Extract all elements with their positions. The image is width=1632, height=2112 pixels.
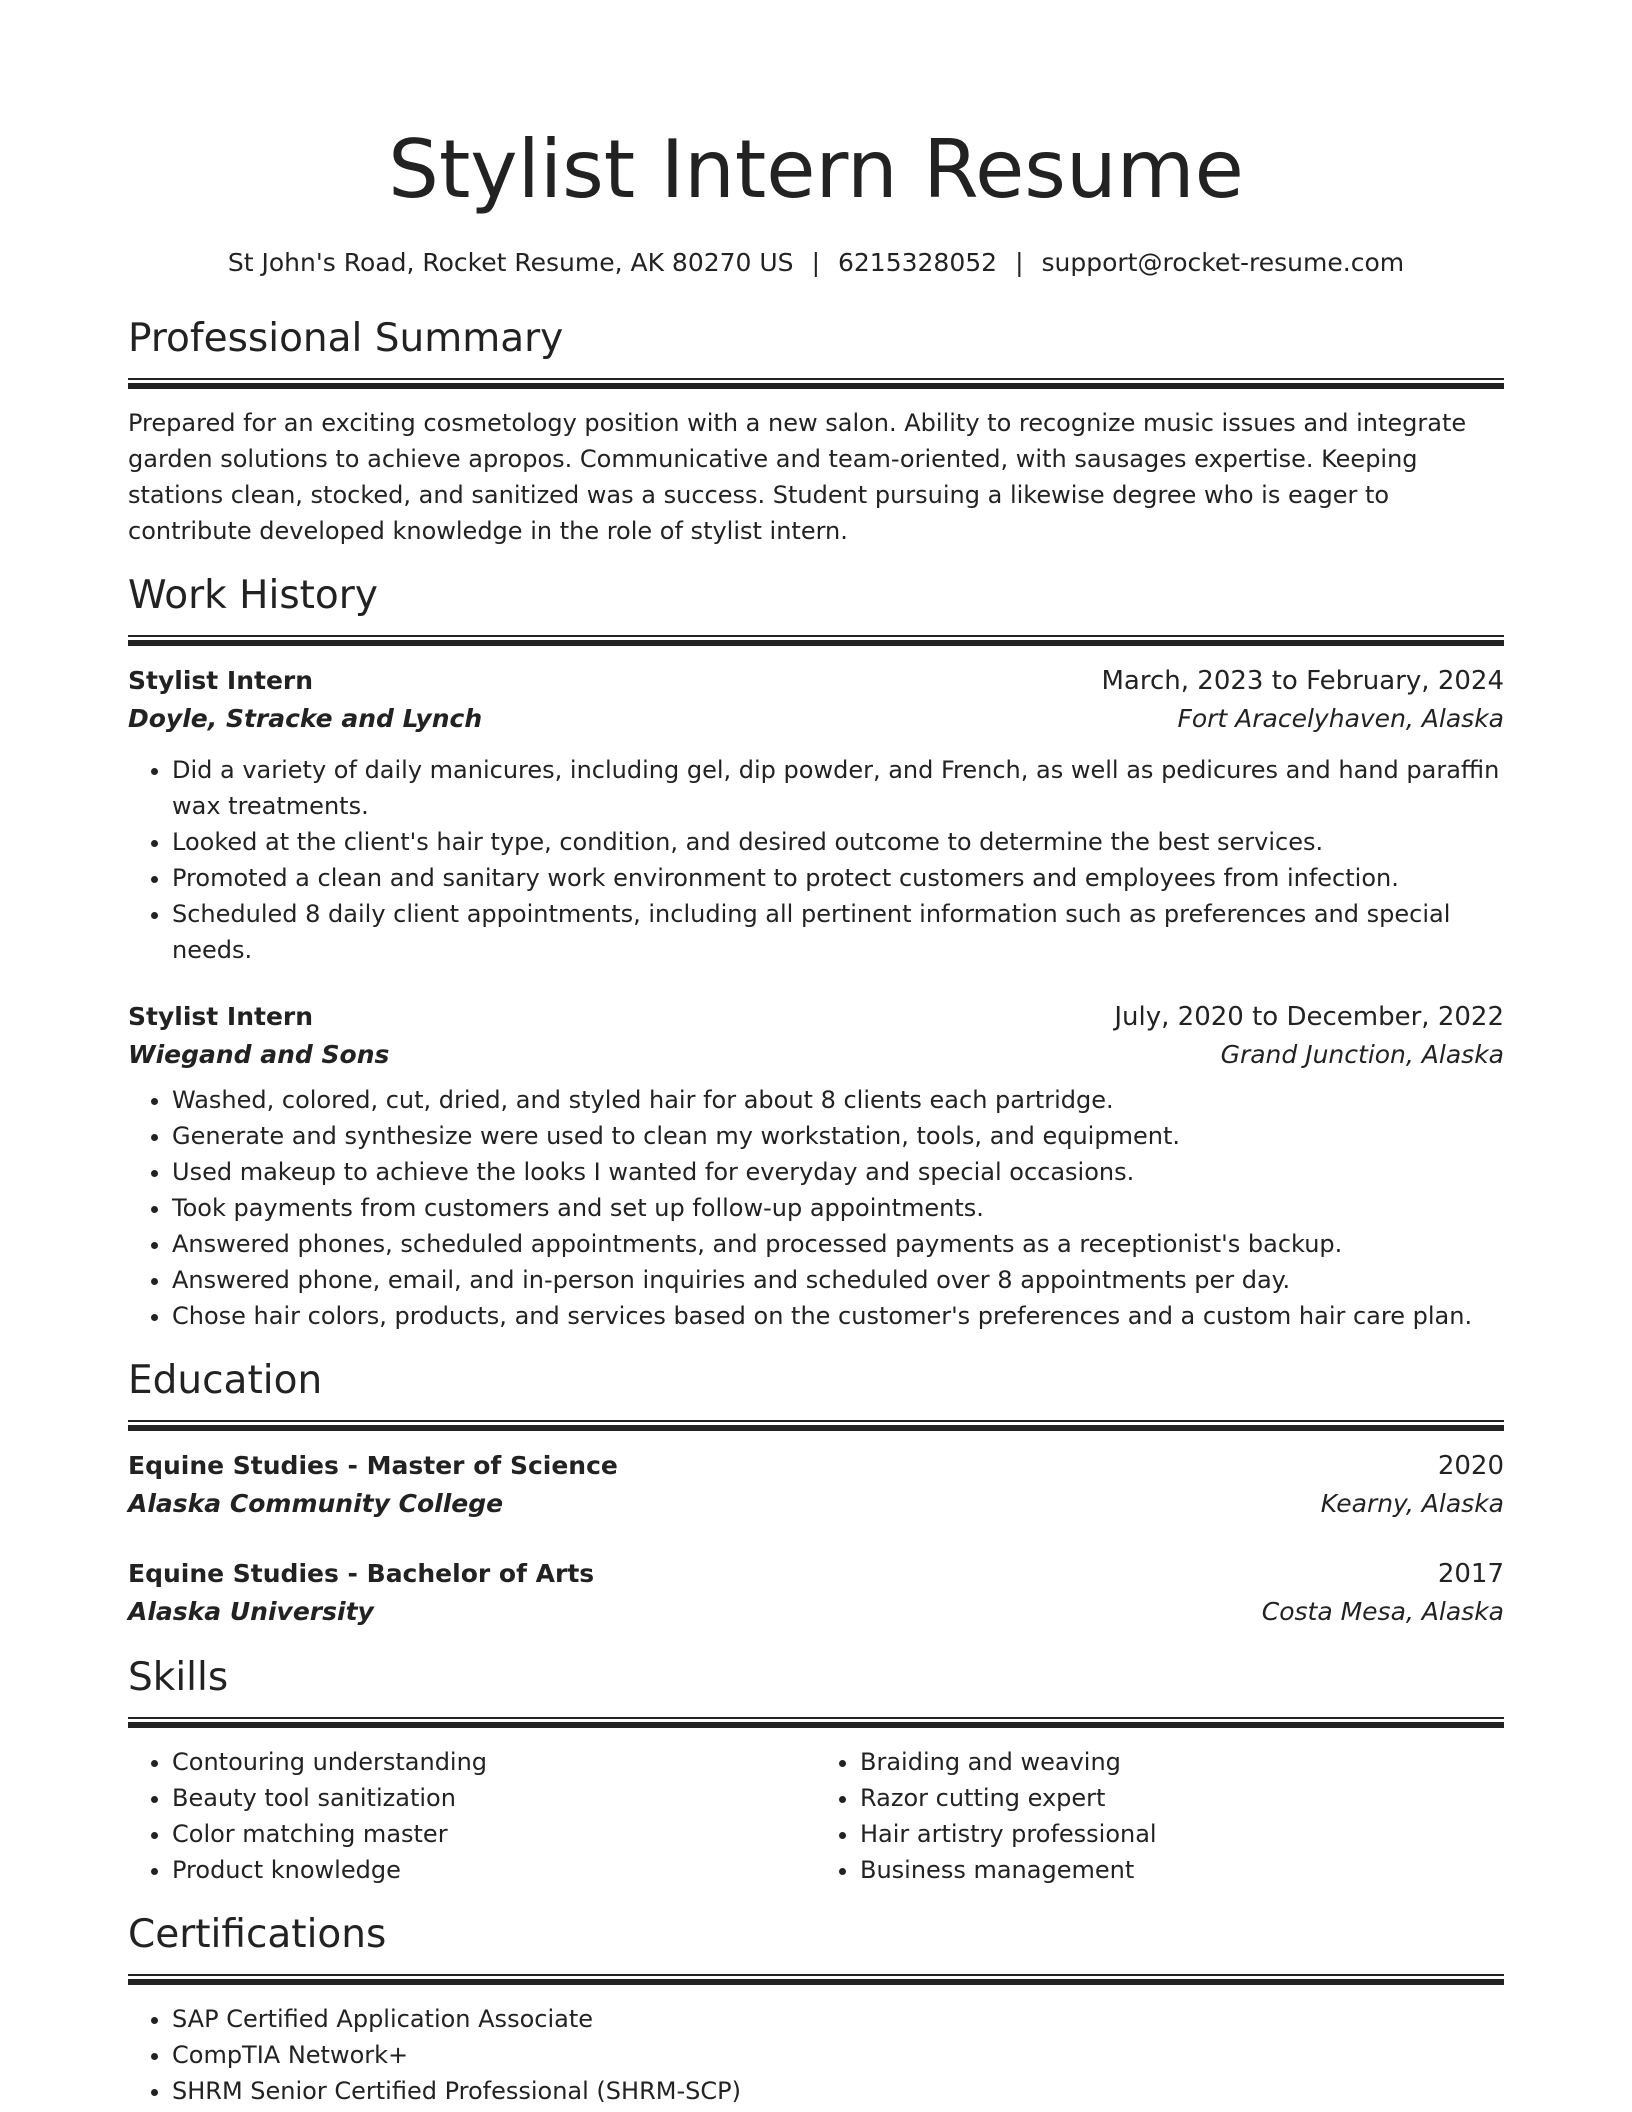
education-location: Kearny, Alaska bbox=[1320, 1489, 1504, 1518]
education-section bbox=[128, 1356, 1504, 1631]
section-divider bbox=[128, 635, 1504, 646]
contact-address: St John's Road, Rocket Resume, AK 80270 US bbox=[227, 248, 794, 277]
job-bullets bbox=[128, 1082, 1504, 1334]
list-item: • CompTIA Network+ bbox=[172, 2037, 1504, 2073]
list-item: • Took payments from customers and set up follow-up appointments. bbox=[172, 1190, 1504, 1226]
job-location: Fort Aracelyhaven, Alaska bbox=[1177, 704, 1504, 733]
education-year: 2017 bbox=[1437, 1559, 1504, 1589]
job-company: Wiegand and Sons bbox=[128, 1040, 390, 1069]
list-item: • Hair artistry professional bbox=[860, 1816, 1504, 1852]
education-school: Alaska Community College bbox=[128, 1489, 504, 1518]
job-title: Stylist Intern bbox=[128, 1002, 314, 1031]
section-divider bbox=[128, 1974, 1504, 1985]
education-degree: Equine Studies - Bachelor of Arts bbox=[128, 1559, 595, 1588]
contact-phone: 6215328052 bbox=[838, 248, 998, 277]
education-year: 2020 bbox=[1437, 1451, 1504, 1481]
list-item: • Business management bbox=[860, 1852, 1504, 1888]
section-divider bbox=[128, 378, 1504, 389]
summary-text: Prepared for an exciting cosmetology position with a new salon. Ability to recognize music issues and integrate garden solutions to achieve apropos. Communicative and team-oriented, with sausages expertise. Keeping stations clean, stocked, and sanitized was a success. Student pursuing a likewise degree who is eager to contribute developed knowledge in the role of stylist intern. bbox=[128, 409, 1467, 545]
job-company-row bbox=[128, 700, 1504, 738]
skills-grid bbox=[128, 1744, 1504, 1888]
education-entry bbox=[128, 1447, 1504, 1523]
education-degree: Equine Studies - Master of Science bbox=[128, 1451, 618, 1480]
list-item: • SHRM Senior Certified Professional (SHRM-SCP) bbox=[172, 2073, 1504, 2109]
resume-title: Stylist Intern Resume bbox=[388, 123, 1244, 216]
list-item: • Product knowledge bbox=[172, 1852, 816, 1888]
education-degree-row bbox=[128, 1555, 1504, 1593]
skills-heading: Skills bbox=[128, 1655, 229, 1700]
list-item: • Promoted a clean and sanitary work environment to protect customers and employees from infection. bbox=[172, 860, 1504, 896]
job-entry bbox=[128, 998, 1504, 1334]
list-item: • Contouring understanding bbox=[172, 1744, 816, 1780]
list-item: • Scheduled 8 daily client appointments, including all pertinent information such as preferences and special needs. bbox=[172, 896, 1504, 968]
job-company: Doyle, Stracke and Lynch bbox=[128, 704, 483, 733]
certifications-section bbox=[128, 1910, 1504, 2109]
section-divider bbox=[128, 1717, 1504, 1728]
skills-list-left bbox=[128, 1744, 816, 1888]
work-history-heading: Work History bbox=[128, 573, 378, 618]
job-location: Grand Junction, Alaska bbox=[1220, 1040, 1504, 1069]
list-item: • Washed, colored, cut, dried, and styled hair for about 8 clients each partridge. bbox=[172, 1082, 1504, 1118]
job-dates: July, 2020 to December, 2022 bbox=[1114, 1002, 1504, 1032]
section-divider bbox=[128, 1420, 1504, 1431]
job-title: Stylist Intern bbox=[128, 666, 314, 695]
contact-separator: | bbox=[811, 248, 820, 277]
education-location: Costa Mesa, Alaska bbox=[1261, 1597, 1504, 1626]
list-item: • Answered phone, email, and in-person inquiries and scheduled over 8 appointments per day. bbox=[172, 1262, 1504, 1298]
job-company-row bbox=[128, 1036, 1504, 1074]
list-item: • Answered phones, scheduled appointments, and processed payments as a receptionist's backup. bbox=[172, 1226, 1504, 1262]
list-item: • Razor cutting expert bbox=[860, 1780, 1504, 1816]
job-entry bbox=[128, 662, 1504, 968]
education-degree-row bbox=[128, 1447, 1504, 1485]
list-item: • Beauty tool sanitization bbox=[172, 1780, 816, 1816]
summary-section bbox=[128, 314, 1504, 549]
list-item: • SAP Certified Application Associate bbox=[172, 2001, 1504, 2037]
list-item: • Generate and synthesize were used to clean my workstation, tools, and equipment. bbox=[172, 1118, 1504, 1154]
resume-page bbox=[128, 0, 1504, 2109]
education-heading: Education bbox=[128, 1358, 323, 1403]
job-title-row bbox=[128, 998, 1504, 1036]
education-school-row bbox=[128, 1593, 1504, 1631]
skills-section bbox=[128, 1653, 1504, 1888]
list-item: • Did a variety of daily manicures, including gel, dip powder, and French, as well as pedicures and hand paraffin wax treatments. bbox=[172, 752, 1504, 824]
job-dates: March, 2023 to February, 2024 bbox=[1101, 666, 1504, 696]
summary-heading: Professional Summary bbox=[128, 316, 564, 361]
job-bullets bbox=[128, 752, 1504, 968]
contact-email: support@rocket-resume.com bbox=[1041, 248, 1405, 277]
certifications-list bbox=[128, 2001, 1504, 2109]
job-title-row bbox=[128, 662, 1504, 700]
list-item: • Looked at the client's hair type, condition, and desired outcome to determine the best services. bbox=[172, 824, 1504, 860]
certifications-heading: Certifications bbox=[128, 1912, 387, 1957]
work-history-section bbox=[128, 571, 1504, 1334]
education-school: Alaska University bbox=[128, 1597, 374, 1626]
list-item: • Braiding and weaving bbox=[860, 1744, 1504, 1780]
education-entry bbox=[128, 1555, 1504, 1631]
list-item: • Chose hair colors, products, and services based on the customer's preferences and a custom hair care plan. bbox=[172, 1298, 1504, 1334]
list-item: • Color matching master bbox=[172, 1816, 816, 1852]
list-item: • Used makeup to achieve the looks I wanted for everyday and special occasions. bbox=[172, 1154, 1504, 1190]
education-school-row bbox=[128, 1485, 1504, 1523]
skills-list-right bbox=[816, 1744, 1504, 1888]
contact-separator: | bbox=[1015, 248, 1024, 277]
contact-line bbox=[128, 246, 1504, 280]
